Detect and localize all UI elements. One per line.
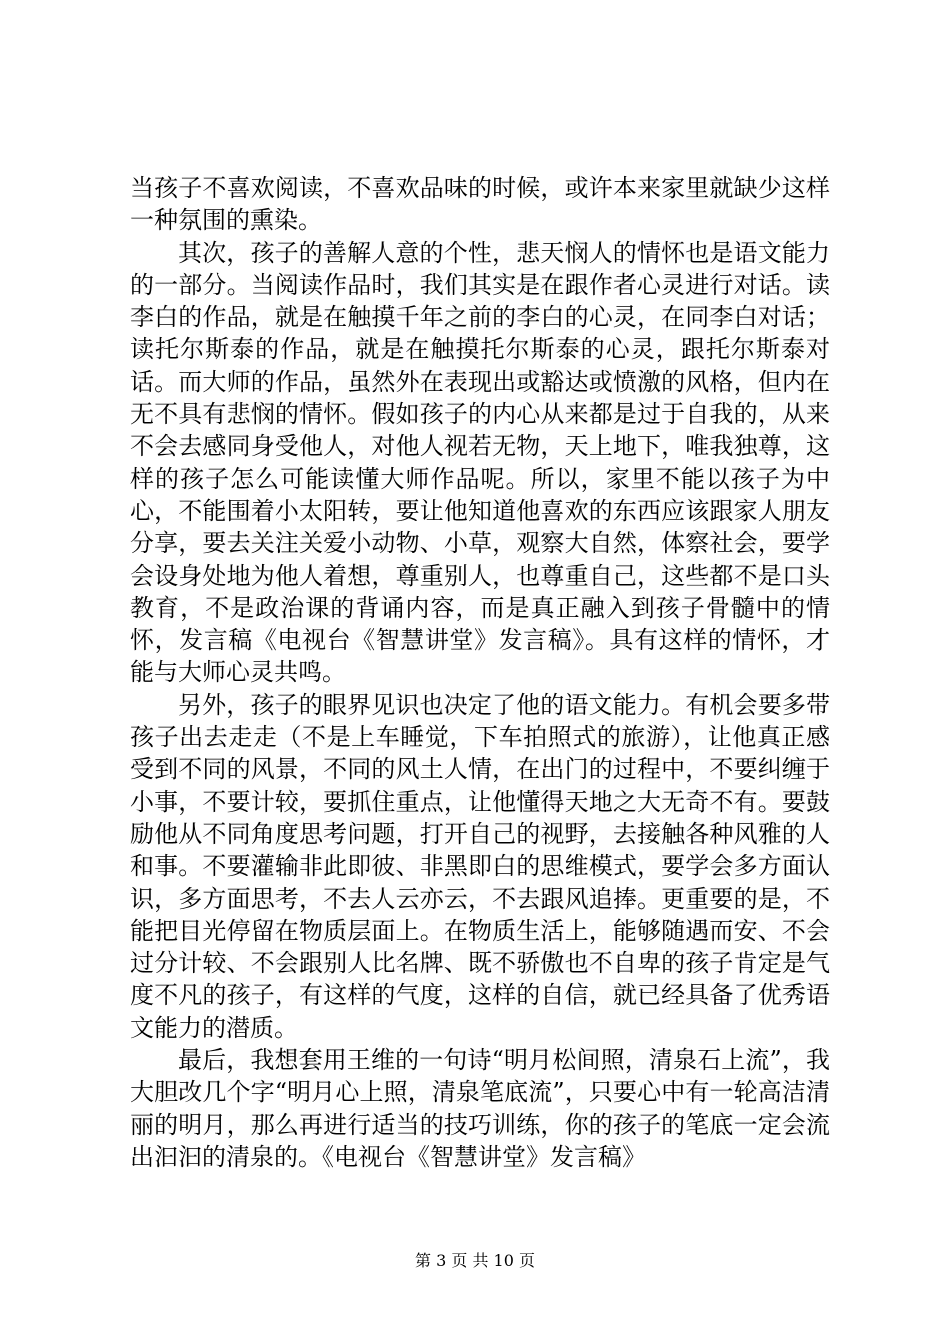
paragraph: 最后，我想套用王维的一句诗“明月松间照，清泉石上流”，我大胆改几个字“明月心上照，清泉笔底流”，只要心中有一轮高洁清丽的明月，那么再进行适当的技巧训练，你的孩子的笔底一定会流出汩汩的清泉的。《电视台《智慧讲堂》发言稿》	[130, 1046, 830, 1171]
paragraph: 其次，孩子的善解人意的个性，悲天悯人的情怀也是语文能力的一部分。当阅读作品时，我们其实是在跟作者心灵进行对话。读李白的作品，就是在触摸千年之前的李白的心灵，在同李白对话；读托尔斯泰的作品，就是在触摸托尔斯泰的心灵，跟托尔斯泰对话。而大师的作品，虽然外在表现出或豁达或愤激的风格，但内在无不具有悲悯的情怀。假如孩子的内心从来都是过于自我的，从来不会去感同身受他人，对他人视若无物，天上地下，唯我独尊，这样的孩子怎么可能读懂大师作品呢。所以，家里不能以孩子为中心，不能围着小太阳转，要让他知道他喜欢的东西应该跟家人朋友分享，要去关注关爱小动物、小草，观察大自然，体察社会，要学会设身处地为他人着想，尊重别人，也尊重自己，这些都不是口头教育，不是政治课的背诵内容，而是真正融入到孩子骨髓中的情怀，发言稿《电视台《智慧讲堂》发言稿》。具有这样的情怀，才能与大师心灵共鸣。	[130, 238, 830, 687]
paragraph: 当孩子不喜欢阅读，不喜欢品味的时候，或许本来家里就缺少这样一种氛围的熏染。	[130, 174, 830, 235]
paragraph: 另外，孩子的眼界见识也决定了他的语文能力。有机会要多带孩子出去走走（不是上车睡觉，下车拍照式的旅游），让他真正感受到不同的风景，不同的风土人情，在出门的过程中，不要纠缠于小事，不要计较，要抓住重点，让他懂得天地之大无奇不有。要鼓励他从不同角度思考问题，打开自己的视野，去接触各种风雅的人和事。不要灌输非此即彼、非黑即白的思维模式，要学会多方面认识，多方面思考，不去人云亦云，不去跟风追捧。更重要的是，不能把目光停留在物质层面上。在物质生活上，能够随遇而安、不会过分计较、不会跟别人比名牌、既不骄傲也不自卑的孩子肯定是气度不凡的孩子，有这样的气度，这样的自信，就已经具备了优秀语文能力的潜质。	[130, 690, 830, 1042]
page-footer: 第 3 页 共 10 页	[415, 1251, 535, 1270]
document-body	[130, 172, 830, 1173]
